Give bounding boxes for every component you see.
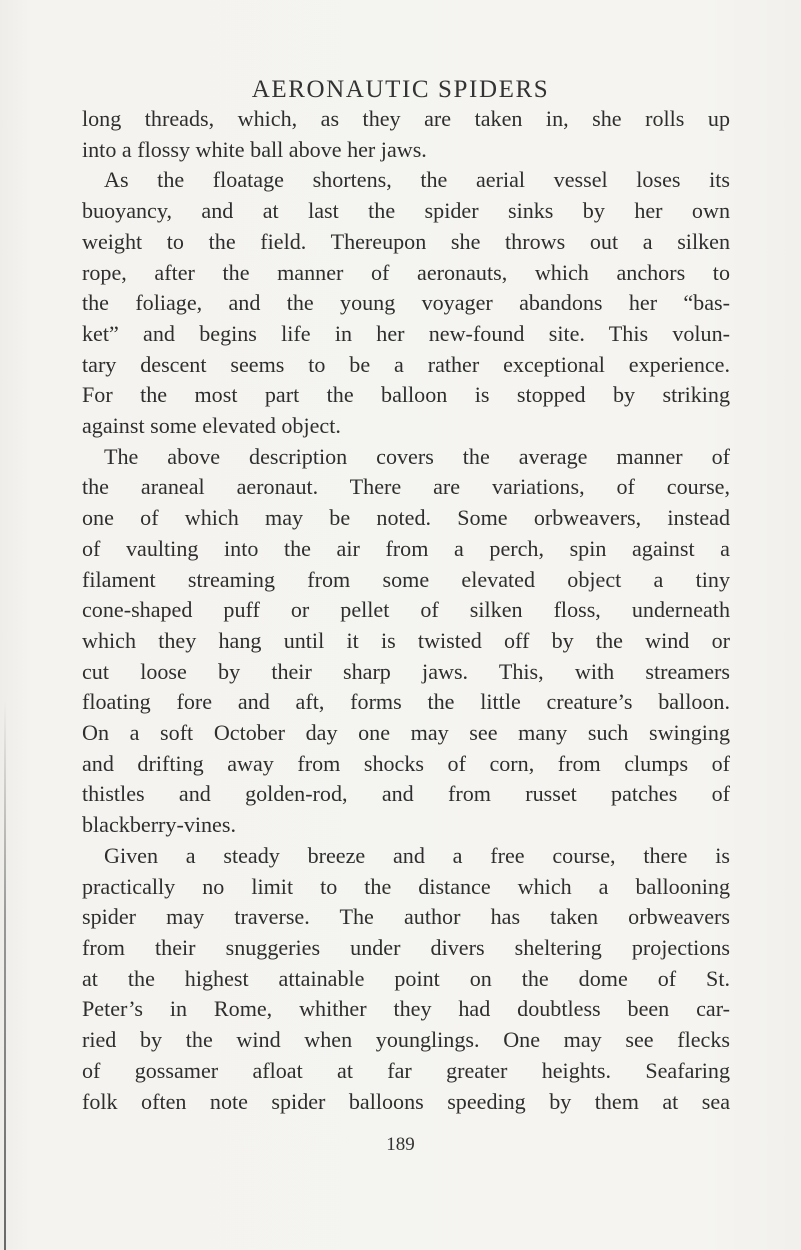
text-line: rope, after the manner of aeronauts, which anchors to [82, 259, 730, 285]
text-line: thistles and golden-rod, and from russet patches of [82, 781, 730, 807]
page-edge-shadow [4, 700, 6, 1250]
text-line: from their snuggeries under divers sheltering projections [82, 934, 730, 960]
text-line: of gossamer afloat at far greater heights. Seafaring [82, 1057, 730, 1083]
text-line: ried by the wind when younglings. One may see flecks [82, 1027, 730, 1053]
text-line: For the most part the balloon is stopped by striking [82, 382, 730, 408]
text-line: buoyancy, and at last the spider sinks by her own [82, 198, 730, 224]
body-text [82, 104, 730, 1117]
running-head: AERONAUTIC SPIDERS [251, 76, 550, 103]
text-line: tary descent seems to be a rather exceptional experience. [82, 351, 730, 377]
text-line: at the highest attainable point on the dome of St. [82, 965, 730, 991]
text-line: On a soft October day one may see many such swinging [82, 720, 730, 746]
text-line: and drifting away from shocks of corn, from clumps of [82, 750, 730, 776]
text-line: cut loose by their sharp jaws. This, with streamers [82, 658, 730, 684]
text-line: ket” and begins life in her new-found site. This volun- [82, 320, 730, 346]
text-line: which they hang until it is twisted off by the wind or [82, 627, 730, 653]
text-line: filament streaming from some elevated object a tiny [82, 566, 730, 592]
text-line: weight to the field. Thereupon she throws out a silken [82, 228, 730, 254]
text-line: The above description covers the average manner of [104, 443, 730, 469]
text-line: of vaulting into the air from a perch, spin against a [82, 535, 730, 561]
text-line: against some elevated object. [82, 413, 341, 439]
text-line: long threads, which, as they are taken in, she rolls up [82, 106, 730, 131]
text-line: practically no limit to the distance which a ballooning [82, 873, 730, 899]
text-line: Given a steady breeze and a free course, there is [104, 842, 730, 868]
text-line: cone-shaped puff or pellet of silken floss, underneath [82, 597, 730, 623]
text-line: Peter’s in Rome, whither they had doubtless been car- [82, 996, 730, 1022]
text-line: folk often note spider balloons speeding by them at sea [82, 1088, 730, 1114]
text-line: floating fore and aft, forms the little creature’s balloon. [82, 689, 730, 715]
page-number: 189 [386, 1134, 415, 1155]
text-line: into a flossy white ball above her jaws. [82, 136, 427, 162]
text-line: one of which may be noted. Some orbweavers, instead [82, 505, 730, 531]
text-line: the araneal aeronaut. There are variations, of course, [82, 474, 730, 500]
text-line: As the floatage shortens, the aerial vessel loses its [104, 167, 730, 193]
text-line: spider may traverse. The author has taken orbweavers [82, 904, 730, 930]
text-line: the foliage, and the young voyager abandons her “bas- [82, 290, 730, 316]
text-line: blackberry-vines. [82, 812, 236, 838]
